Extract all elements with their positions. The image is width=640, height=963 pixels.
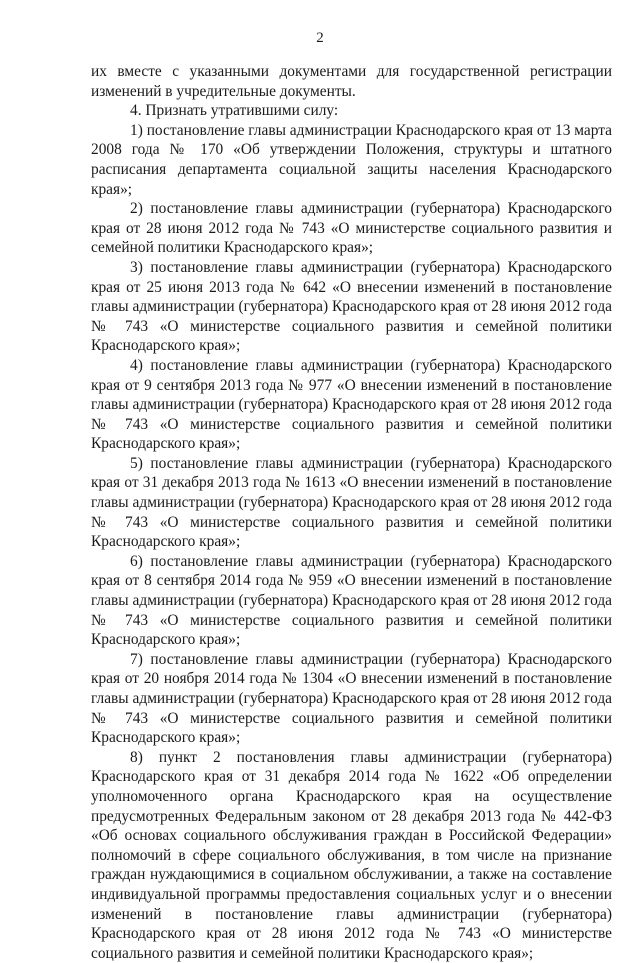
- paragraph-item-1: 1) постановление главы администрации Краснодарского края от 13 марта 2008 года № 170 «Об утверждении Положения, структуры и штатного расписания департамента социальной защиты населения Краснодарского края»;: [91, 121, 612, 198]
- paragraph-item-8: 8) пункт 2 постановления главы администрации (губернатора) Краснодарского края от 31 декабря 2014 года № 1622 «Об определении уполномоченного органа Краснодарского края на осуществление предусмотренных Федеральным законом от 28 декабря 2013 года № 442-ФЗ «Об основах социального обслуживания граждан в Российской Федерации» полномочий в сфере социального обслуживания, в том числе на признание граждан нуждающимися в социальном обслуживании, а также на составление индивидуальной программы предоставления социальных услуг и о внесении изменений в постановление главы администрации (губернатора) Краснодарского края от 28 июня 2012 года № 743 «О министерстве социального развития и семейной политики Краснодарского края»;: [91, 748, 612, 962]
- page-number: 2: [316, 30, 324, 46]
- paragraph-item-2: 2) постановление главы администрации (губернатора) Краснодарского края от 28 июня 2012 года № 743 «О министерстве социального развития и семейной политики Краснодарского края»;: [91, 200, 612, 257]
- paragraph-clause-4-heading: 4. Признать утратившими силу:: [130, 102, 339, 120]
- paragraph-continuation: их вместе с указанными документами для государственной регистрации изменений в учредительные документы.: [91, 63, 612, 100]
- paragraph-item-5: 5) постановление главы администрации (губернатора) Краснодарского края от 31 декабря 2013 года № 1613 «О внесении изменений в постановление главы администрации (губернатора) Краснодарского края от 28 июня 2012 года № 743 «О министерстве социального развития и семейной политики Краснодарского края»;: [91, 454, 612, 551]
- paragraph-item-3: 3) постановление главы администрации (губернатора) Краснодарского края от 25 июня 2013 года № 642 «О внесении изменений в постановление главы администрации (губернатора) Краснодарского края от 28 июня 2012 года № 743 «О министерстве социального развития и семейной политики Краснодарского края»;: [91, 258, 612, 355]
- paragraph-item-6: 6) постановление главы администрации (губернатора) Краснодарского края от 8 сентября 2014 года № 959 «О внесении изменений в постановление главы администрации (губернатора) Краснодарского края от 28 июня 2012 года № 743 «О министерстве социального развития и семейной политики Краснодарского края»;: [91, 552, 612, 649]
- document-body: [91, 62, 612, 963]
- paragraph-item-4: 4) постановление главы администрации (губернатора) Краснодарского края от 9 сентября 2013 года № 977 «О внесении изменений в постановление главы администрации (губернатора) Краснодарского края от 28 июня 2012 года № 743 «О министерстве социального развития и семейной политики Краснодарского края»;: [91, 356, 612, 453]
- paragraph-item-7: 7) постановление главы администрации (губернатора) Краснодарского края от 20 ноября 2014 года № 1304 «О внесении изменений в постановление главы администрации (губернатора) Краснодарского края от 28 июня 2012 года № 743 «О министерстве социального развития и семейной политики Краснодарского края»;: [91, 650, 612, 747]
